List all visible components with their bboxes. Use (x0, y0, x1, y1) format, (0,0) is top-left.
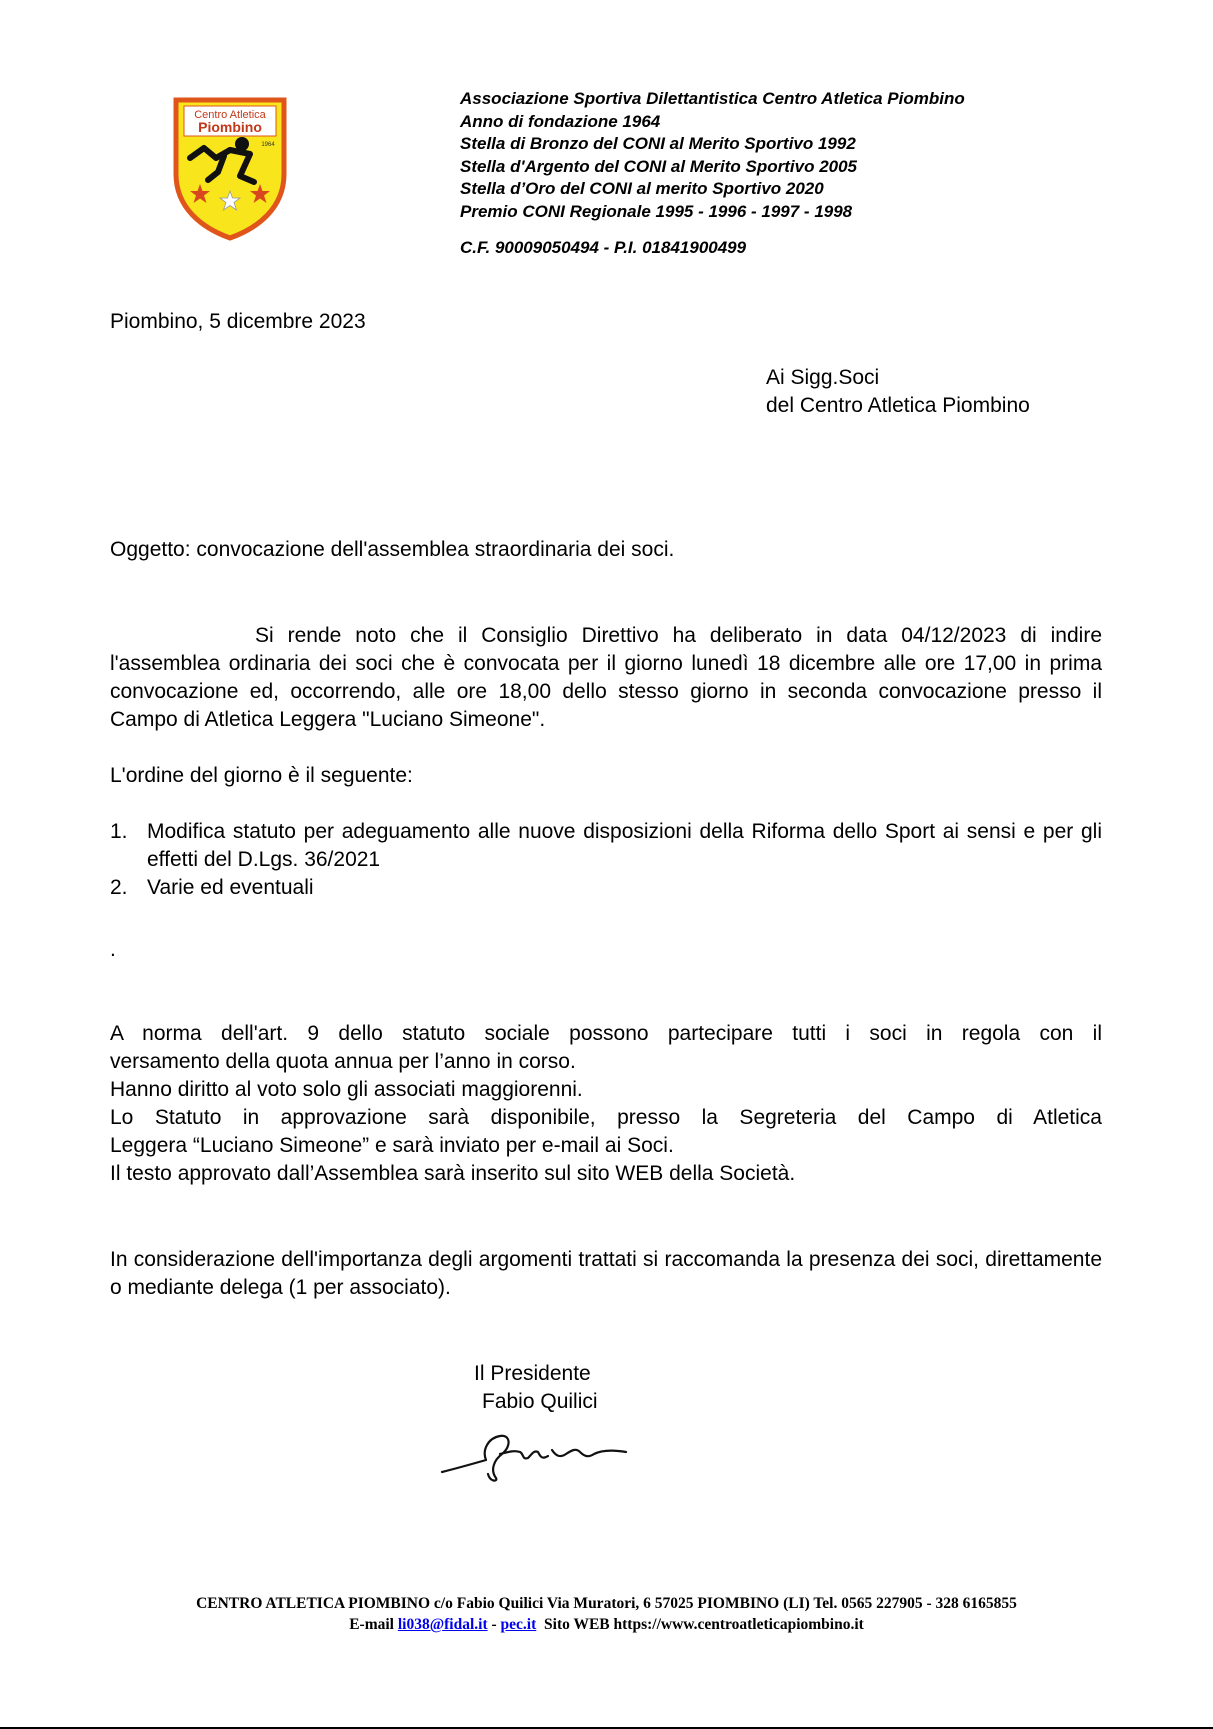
footer-separator: - (487, 1616, 501, 1633)
header-gold-star: Stella d’Oro del CONI al merito Sportivo 2020 (460, 179, 824, 198)
paragraph-line: Il testo approvato dall’Assemblea sarà inserito sul sito WEB della Società. (110, 1162, 796, 1185)
association-header (460, 88, 965, 223)
attendance-paragraph: In considerazione dell'importanza degli argomenti trattati si raccomanda la presenza dei soci, direttamente o mediante delega (1 per associato). (110, 1248, 1102, 1299)
footer (0, 1593, 1213, 1635)
signature-name: Fabio Quilici (482, 1390, 598, 1413)
recipient-line: Ai Sigg.Soci (766, 366, 880, 389)
footer-website: Sito WEB https://www.centroatleticapiombino.it (536, 1616, 864, 1633)
header-association-name: Associazione Sportiva Dilettantistica Centro Atletica Piombino (460, 89, 965, 108)
convocation-paragraph: Si rende noto che il Consiglio Direttivo ha deliberato in data 04/12/2023 di indire l'assemblea ordinaria dei soci che è convocata per il giorno lunedì 18 dicembre alle ore 17,00 in prima convocazione ed, occorrendo, alle ore 18,00 dello stesso giorno in seconda convocazione presso il Campo di Atletica Leggera "Luciano Simeone". (110, 624, 1102, 731)
footer-contacts (0, 1614, 1213, 1635)
fiscal-code: C.F. 90009050494 - P.I. 01841900499 (460, 238, 747, 257)
logo-year: 1964 (261, 142, 275, 148)
recipient-line: del Centro Atletica Piombino (766, 394, 1030, 417)
signature-block (474, 1360, 598, 1416)
logo-text-name: Piombino (198, 119, 262, 135)
email-link[interactable]: li038@fidal.it (397, 1616, 488, 1633)
paragraph-line: A norma dell'art. 9 dello statuto sociale possono partecipare tutti i soci in regola con il (110, 1022, 1102, 1045)
club-logo (170, 96, 290, 241)
list-item (110, 818, 1102, 874)
list-item (110, 874, 1102, 902)
participation-paragraph (110, 1020, 1102, 1188)
header-silver-star: Stella d'Argento del CONI al Merito Sportivo 2005 (460, 156, 858, 176)
stray-dot: . (110, 938, 116, 961)
agenda-number: 2. (110, 876, 128, 899)
footer-address: CENTRO ATLETICA PIOMBINO c/o Fabio Quilici Via Muratori, 6 57025 PIOMBINO (LI) Tel. 0565 227905 - 328 6165855 (196, 1595, 1017, 1612)
footer-email-label: E-mail (349, 1616, 398, 1633)
recipient-block (766, 364, 1030, 420)
agenda-text: Varie ed eventuali (147, 876, 314, 899)
paragraph-line: Lo Statuto in approvazione sarà disponibile, presso la Segreteria del Campo di Atletica (110, 1106, 1102, 1129)
letter-subject: Oggetto: convocazione dell'assemblea straordinaria dei soci. (110, 538, 675, 561)
header-founding-year: Anno di fondazione 1964 (460, 111, 661, 131)
agenda-intro: L'ordine del giorno è il seguente: (110, 764, 413, 787)
header-bronze-star: Stella di Bronzo del CONI al Merito Sportivo 1992 (460, 134, 856, 153)
paragraph-line: Hanno diritto al voto solo gli associati maggiorenni. (110, 1078, 583, 1101)
signature-title: Il Presidente (474, 1362, 591, 1385)
header-regional-award: Premio CONI Regionale 1995 - 1996 - 1997 - 1998 (460, 201, 853, 221)
letter-date: Piombino, 5 dicembre 2023 (110, 310, 366, 333)
agenda-list (110, 818, 1102, 902)
paragraph-line: versamento della quota annua per l’anno in corso. (110, 1050, 576, 1073)
paragraph-line: Leggera “Luciano Simeone” e sarà inviato per e-mail ai Soci. (110, 1134, 674, 1157)
pec-link[interactable]: pec.it (500, 1616, 537, 1633)
agenda-number: 1. (110, 820, 128, 843)
handwritten-signature (438, 1424, 628, 1484)
agenda-text: Modifica statuto per adeguamento alle nuove disposizioni della Riforma dello Sport ai sensi e per gli effetti del D.Lgs. 36/2021 (147, 820, 1102, 871)
logo-text-top: Centro Atletica (194, 109, 266, 121)
